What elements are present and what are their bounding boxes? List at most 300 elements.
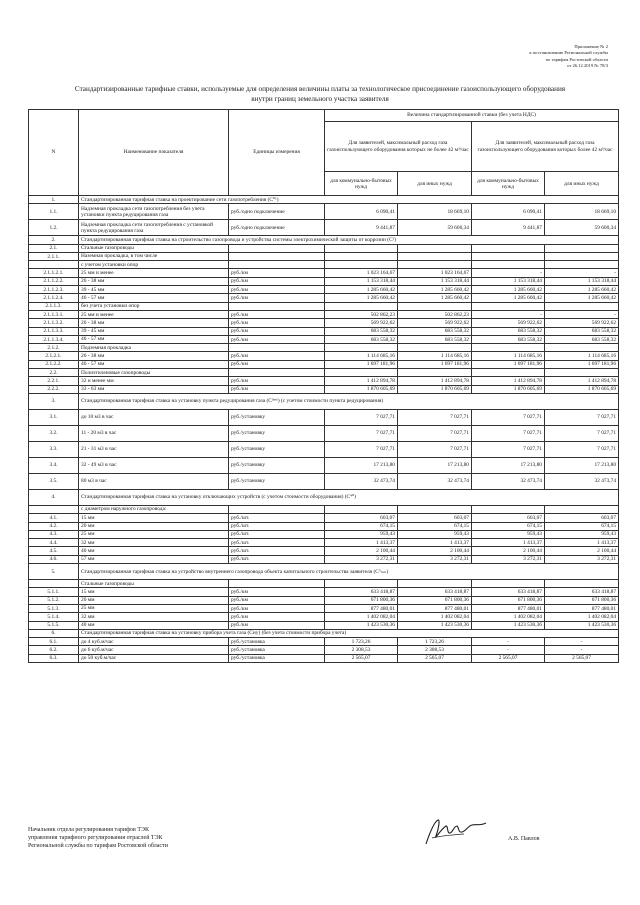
row-name: с учетом установки опор (79, 261, 229, 269)
value-communal-small: 7 027,71 (325, 441, 398, 457)
value-other-small: 877 480,01 (398, 604, 472, 612)
row-number: 2.1.2.1. (29, 352, 79, 360)
value-communal-large: 6 090,41 (472, 204, 545, 220)
value-other-large: 1 412 894,78 (545, 377, 619, 385)
row-number: 6.1. (29, 638, 79, 646)
value-communal-large: 1 285 660,42 (472, 294, 545, 302)
row-unit: руб./км (229, 621, 325, 629)
unit-cell (229, 505, 325, 513)
row-name: 32 и менее мм (79, 377, 229, 385)
value-cell (398, 344, 472, 352)
row-number (29, 505, 79, 513)
value-communal-small: 683 558,32 (325, 335, 398, 343)
row-name: Надземная прокладка сети газопотребления без учета установки пункта редуцирования газа (79, 204, 229, 220)
header-group-1: Для заявителей, максимальный расход газа газоиспользующего оборудования которых не более 42 м³/час (325, 122, 472, 172)
value-communal-large: 7 027,71 (472, 425, 545, 441)
row-name: Подземная прокладка (79, 344, 229, 352)
footer-org-line: Начальник отдела регулирования тарифов ТЭК (28, 827, 149, 833)
value-other-large: 671 800,36 (545, 596, 619, 604)
value-other-small: 959,43 (398, 530, 472, 538)
row-number: 4.3. (29, 530, 79, 538)
row-number: 1.2. (29, 220, 79, 236)
row-unit: руб./установка (229, 654, 325, 662)
value-other-large: 959,43 (545, 530, 619, 538)
row-number: 2.1.1.3.4. (29, 335, 79, 343)
table-row (29, 539, 619, 547)
row-number: 2.1.1.2.1. (29, 269, 79, 277)
row-number: 1.1. (29, 204, 79, 220)
value-other-large: 1 697 181,96 (545, 360, 619, 368)
value-communal-large: 32 473,74 (472, 473, 545, 489)
row-name: 46 - 57 мм (79, 360, 229, 368)
table-row (29, 604, 619, 612)
value-communal-small: 603,07 (325, 514, 398, 522)
table-row (29, 286, 619, 294)
row-unit: руб./км (229, 269, 325, 277)
row-unit: руб./км (229, 613, 325, 621)
value-cell (325, 369, 398, 377)
table-row (29, 310, 619, 318)
value-communal-large: 603,07 (472, 514, 545, 522)
value-communal-small: 1 413,37 (325, 539, 398, 547)
row-name: 15 мм (79, 588, 229, 596)
value-other-small: 1 412 894,78 (398, 377, 472, 385)
value-other-large: 18 669,10 (545, 204, 619, 220)
row-unit: руб./одно подключение (229, 204, 325, 220)
value-cell (398, 580, 472, 588)
value-communal-small: 32 473,74 (325, 473, 398, 489)
row-name: 21 - 31 м3 в час (79, 441, 229, 457)
value-other-large: 7 027,71 (545, 425, 619, 441)
value-other-small: 3 272,31 (398, 555, 472, 563)
value-cell (325, 344, 398, 352)
value-communal-small: 1 870 605,69 (325, 385, 398, 393)
value-communal-large: 674,15 (472, 522, 545, 530)
value-communal-large: 1 870 605,69 (472, 385, 545, 393)
row-unit: руб./установка (229, 646, 325, 654)
appendix-line: Приложение № 2 (574, 44, 608, 49)
table-row (29, 319, 619, 327)
table-row (29, 596, 619, 604)
row-name: 46 - 57 мм (79, 335, 229, 343)
value-other-small: 633 418,87 (398, 588, 472, 596)
value-other-large: 633 418,87 (545, 588, 619, 596)
header-communal-2: для коммунально-бытовых нужд (472, 172, 545, 196)
row-name: Стальные газопроводы (79, 244, 229, 252)
value-other-large: 1 423 530,36 (545, 621, 619, 629)
value-communal-large: 9 441,87 (472, 220, 545, 236)
table-row (29, 588, 619, 596)
row-name: Полиэтиленовые газопроводы (79, 369, 229, 377)
value-other-large: 1 413,37 (545, 539, 619, 547)
value-communal-small: 3 272,31 (325, 555, 398, 563)
value-cell (398, 244, 472, 252)
value-cell (472, 244, 545, 252)
value-other-large: - (545, 310, 619, 318)
row-number: 2.2.1. (29, 377, 79, 385)
value-communal-large: 1 114 685,16 (472, 352, 545, 360)
value-other-large: 17 213,80 (545, 457, 619, 473)
header-unit: Единицы измерения (229, 110, 325, 196)
row-name: 15 мм (79, 514, 229, 522)
table-row (29, 522, 619, 530)
table-row (29, 473, 619, 489)
row-number: 1. (29, 196, 79, 204)
value-communal-small: 17 213,80 (325, 457, 398, 473)
row-name: 20 мм (79, 522, 229, 530)
value-other-large: 683 558,32 (545, 327, 619, 335)
table-row (29, 555, 619, 563)
table-row (29, 621, 619, 629)
unit-cell (229, 580, 325, 588)
header-n: N (29, 110, 79, 196)
label-row (29, 302, 619, 310)
value-other-small: 32 473,74 (398, 473, 472, 489)
value-cell (325, 580, 398, 588)
value-other-small: 1 870 605,69 (398, 385, 472, 393)
value-communal-small: 1 423 530,36 (325, 621, 398, 629)
row-unit: руб./км (229, 310, 325, 318)
row-number: 5.1.1. (29, 588, 79, 596)
value-other-small: 17 213,80 (398, 457, 472, 473)
value-cell (472, 252, 545, 260)
value-other-large: 3 272,31 (545, 555, 619, 563)
row-unit: руб./установку (229, 409, 325, 425)
row-number: 2.1.1.2.4. (29, 294, 79, 302)
value-communal-large: 683 558,32 (472, 327, 545, 335)
value-other-small: 59 600,34 (398, 220, 472, 236)
value-communal-large: 1 153 318,44 (472, 277, 545, 285)
value-other-small: 1 285 660,42 (398, 286, 472, 294)
signatory-name: А.В. Павлов (508, 836, 540, 842)
table-row (29, 409, 619, 425)
row-number (29, 580, 79, 588)
value-cell (472, 580, 545, 588)
value-communal-small: 2 100,44 (325, 547, 398, 555)
row-unit: руб./км (229, 385, 325, 393)
row-number: 4. (29, 489, 79, 505)
appendix-line: к постановлению Региональной службы (529, 50, 608, 56)
value-other-small: 2 100,44 (398, 547, 472, 555)
label-row (29, 252, 619, 260)
section-title: Стандартизированная тарифная ставка на строительство газопровода и устройства системы электрохимической защиты от коррозии (С²) (79, 236, 619, 244)
value-communal-large: 1 412 894,78 (472, 377, 545, 385)
row-unit: руб./установку (229, 441, 325, 457)
table-row (29, 327, 619, 335)
row-name: 39 - 45 мм (79, 327, 229, 335)
row-number: 3.5. (29, 473, 79, 489)
row-name: с диаметром наружного газопровода: (79, 505, 229, 513)
row-unit: руб./шт. (229, 539, 325, 547)
row-name: 26 - 38 мм (79, 319, 229, 327)
row-number: 2.2.2. (29, 385, 79, 393)
row-unit: руб./установка (229, 638, 325, 646)
value-cell (325, 302, 398, 310)
table-row (29, 335, 619, 343)
row-name: 32 - 49 м3 в час (79, 457, 229, 473)
unit-cell (229, 252, 325, 260)
table-row (29, 457, 619, 473)
label-row (29, 244, 619, 252)
value-communal-small: 1 402 082,04 (325, 613, 398, 621)
section-row (29, 489, 619, 505)
row-name: Наземная прокладка, в том числе (79, 252, 229, 260)
value-other-large: - (545, 638, 619, 646)
document-title (28, 85, 612, 104)
row-unit: руб./установку (229, 473, 325, 489)
value-other-large: 1 285 660,42 (545, 294, 619, 302)
value-communal-large: 569 922,62 (472, 319, 545, 327)
value-communal-small: 9 441,87 (325, 220, 398, 236)
label-row (29, 261, 619, 269)
value-other-large: 2 565,07 (545, 654, 619, 662)
value-communal-small: 502 862,23 (325, 310, 398, 318)
value-other-large: 603,07 (545, 514, 619, 522)
section-row (29, 629, 619, 637)
row-unit: руб./км (229, 319, 325, 327)
row-unit: руб./шт. (229, 547, 325, 555)
label-row (29, 344, 619, 352)
value-communal-small: 2 308,53 (325, 646, 398, 654)
value-cell (545, 302, 619, 310)
value-cell (325, 252, 398, 260)
value-other-small: 2 308,53 (398, 646, 472, 654)
value-cell (545, 344, 619, 352)
value-other-small: 1 723,26 (398, 638, 472, 646)
row-unit: руб./км (229, 596, 325, 604)
value-other-large: 32 473,74 (545, 473, 619, 489)
table-row (29, 204, 619, 220)
unit-cell (229, 369, 325, 377)
value-other-small: 1 402 082,04 (398, 613, 472, 621)
value-other-small: 1 153 318,44 (398, 277, 472, 285)
value-cell (545, 261, 619, 269)
row-unit: руб./км (229, 360, 325, 368)
value-communal-small: 1 285 660,42 (325, 294, 398, 302)
value-communal-small: 959,43 (325, 530, 398, 538)
label-row (29, 369, 619, 377)
value-communal-large: 7 027,71 (472, 441, 545, 457)
label-row (29, 580, 619, 588)
value-other-large: 877 480,01 (545, 604, 619, 612)
value-cell (545, 505, 619, 513)
value-other-small: 671 800,36 (398, 596, 472, 604)
row-unit: руб./км (229, 352, 325, 360)
row-name: 25 мм и менее (79, 310, 229, 318)
value-other-small: 603,07 (398, 514, 472, 522)
header-communal-1: для коммунально-бытовых нужд (325, 172, 398, 196)
table-row (29, 360, 619, 368)
header-value-group: Величина стандартизированной ставки (без учета НДС) (325, 110, 619, 122)
row-number: 6. (29, 629, 79, 637)
value-other-small: 2 565,07 (398, 654, 472, 662)
signature-image (420, 814, 490, 850)
value-cell (325, 244, 398, 252)
table-row (29, 294, 619, 302)
value-other-large: 1 870 605,69 (545, 385, 619, 393)
value-other-small: 7 027,71 (398, 409, 472, 425)
value-communal-small: 1 023 164,67 (325, 269, 398, 277)
appendix-line: от 26.12.2019 № 78/3 (567, 63, 608, 69)
table-row (29, 638, 619, 646)
row-name: 25 мм (79, 604, 229, 612)
row-name: до 4 куб.м/час (79, 638, 229, 646)
row-name: 57 мм (79, 555, 229, 563)
value-cell (398, 505, 472, 513)
header-other-1: для иных нужд (398, 172, 472, 196)
value-other-small: 683 558,32 (398, 335, 472, 343)
value-communal-large: - (472, 310, 545, 318)
table-row (29, 530, 619, 538)
row-name: 32 мм (79, 539, 229, 547)
table-row (29, 613, 619, 621)
section-row (29, 564, 619, 580)
value-cell (472, 261, 545, 269)
appendix-line: по тарифам Ростовской области (545, 56, 608, 62)
row-unit: руб./шт. (229, 555, 325, 563)
row-name: 25 мм и менее (79, 269, 229, 277)
value-other-small: 569 922,62 (398, 319, 472, 327)
value-other-large: 7 027,71 (545, 409, 619, 425)
row-unit: руб./км (229, 327, 325, 335)
row-unit: руб./км (229, 294, 325, 302)
value-communal-large: - (472, 269, 545, 277)
value-communal-small: 1 153 318,44 (325, 277, 398, 285)
row-unit: руб./км (229, 286, 325, 294)
value-communal-small: 671 800,36 (325, 596, 398, 604)
row-number: 3. (29, 393, 79, 409)
row-unit: руб./км (229, 604, 325, 612)
value-other-large: 2 100,44 (545, 547, 619, 555)
value-other-large: 683 558,32 (545, 335, 619, 343)
row-unit: руб./км (229, 277, 325, 285)
value-communal-large: 2 100,44 (472, 547, 545, 555)
value-communal-small: 569 922,62 (325, 319, 398, 327)
row-number: 5.1.2. (29, 596, 79, 604)
row-name: 26 - 38 мм (79, 352, 229, 360)
value-other-small: 18 669,10 (398, 204, 472, 220)
value-communal-small: 1 285 660,42 (325, 286, 398, 294)
row-number: 6.2. (29, 646, 79, 654)
value-communal-large: 633 418,87 (472, 588, 545, 596)
row-unit: руб./шт. (229, 522, 325, 530)
value-other-small: 1 023 164,67 (398, 269, 472, 277)
row-number: 5.1.4. (29, 613, 79, 621)
value-communal-large: - (472, 638, 545, 646)
row-number: 2.1.2. (29, 344, 79, 352)
row-number: 2.1.1.3.2. (29, 319, 79, 327)
value-cell (472, 344, 545, 352)
row-number: 4.5. (29, 547, 79, 555)
row-name: 32 мм (79, 613, 229, 621)
row-number: 2.1.1.2.2. (29, 277, 79, 285)
appendix-block (428, 44, 608, 70)
value-communal-large: 959,43 (472, 530, 545, 538)
value-communal-small: 674,15 (325, 522, 398, 530)
row-unit: руб./шт. (229, 530, 325, 538)
row-unit: руб./км (229, 377, 325, 385)
value-other-small: 1 413,37 (398, 539, 472, 547)
row-name: Надземная прокладка сети газопотребления с установкой пункта редуцирования газа (79, 220, 229, 236)
value-other-large: 1 114 685,16 (545, 352, 619, 360)
unit-cell (229, 302, 325, 310)
header-name: Наименование показателя (79, 110, 229, 196)
value-cell (545, 369, 619, 377)
value-cell (545, 252, 619, 260)
table-row (29, 441, 619, 457)
value-cell (398, 369, 472, 377)
value-communal-large: 2 565,07 (472, 654, 545, 662)
value-other-large: 674,15 (545, 522, 619, 530)
row-number: 2.1.2.2. (29, 360, 79, 368)
row-number: 2.1.1.3.1. (29, 310, 79, 318)
title-line-2: внутри границ земельного участка заявителя (251, 94, 389, 103)
value-communal-small: 683 558,32 (325, 327, 398, 335)
value-communal-small: 1 114 685,16 (325, 352, 398, 360)
row-name: 26 - 38 мм (79, 277, 229, 285)
value-other-large: 7 027,71 (545, 441, 619, 457)
row-number: 2.1.1.3. (29, 302, 79, 310)
value-other-small: 7 027,71 (398, 425, 472, 441)
value-cell (545, 580, 619, 588)
value-communal-large: 1 697 181,96 (472, 360, 545, 368)
value-communal-small: 2 565,07 (325, 654, 398, 662)
row-number: 2.1.1. (29, 252, 79, 260)
table-row (29, 547, 619, 555)
value-other-large: 569 922,62 (545, 319, 619, 327)
value-other-large: 59 600,34 (545, 220, 619, 236)
row-name: до 6 куб.м/час (79, 646, 229, 654)
value-communal-large: 17 213,80 (472, 457, 545, 473)
row-unit: руб./шт. (229, 514, 325, 522)
section-title: Стандартизированная тарифная ставка на установку отключающих устройств (с учетом стоимости оборудования) (С⁴⁰) (79, 489, 619, 505)
value-communal-large: 1 413,37 (472, 539, 545, 547)
table-row (29, 425, 619, 441)
section-row (29, 393, 619, 409)
row-name: 39 - 45 мм (79, 286, 229, 294)
table-row (29, 377, 619, 385)
value-communal-small: 6 090,41 (325, 204, 398, 220)
row-number: 3.2. (29, 425, 79, 441)
value-other-large: - (545, 646, 619, 654)
value-other-large: 1 402 082,04 (545, 613, 619, 621)
value-communal-small: 633 418,87 (325, 588, 398, 596)
row-name: 40 мм (79, 621, 229, 629)
row-name: без учета установки опор (79, 302, 229, 310)
value-communal-large: 683 558,32 (472, 335, 545, 343)
value-communal-small: 1 412 894,78 (325, 377, 398, 385)
row-name: до 50 куб.м/час (79, 654, 229, 662)
table-row (29, 385, 619, 393)
value-communal-small: 1 697 181,96 (325, 360, 398, 368)
row-name: 33 - 63 мм (79, 385, 229, 393)
row-unit: руб./км (229, 335, 325, 343)
row-number: 4.4. (29, 539, 79, 547)
row-name: до 10 м3 в час (79, 409, 229, 425)
tariff-body (29, 196, 619, 663)
row-number: 3.1. (29, 409, 79, 425)
section-title: Стандартизированная тарифная ставка на устройство внутреннего газопровода объекта капитального строительства заявителя (С⁵ₘₙ) (79, 564, 619, 580)
table-row (29, 269, 619, 277)
unit-cell (229, 261, 325, 269)
section-title: Стандартизированная тарифная ставка на проектирование сети газопотребления (С⁰¹) (79, 196, 619, 204)
section-title: Стандартизированная тарифная ставка на установку пункта редуцирования газа (С³ᵐᵏ) (с учетом стоимости пункта редуцирования) (79, 393, 619, 409)
row-name: 46 - 57 мм (79, 294, 229, 302)
row-number: 6.3. (29, 654, 79, 662)
value-other-small: 683 558,32 (398, 327, 472, 335)
row-number (29, 261, 79, 269)
footer-organization (28, 826, 168, 851)
